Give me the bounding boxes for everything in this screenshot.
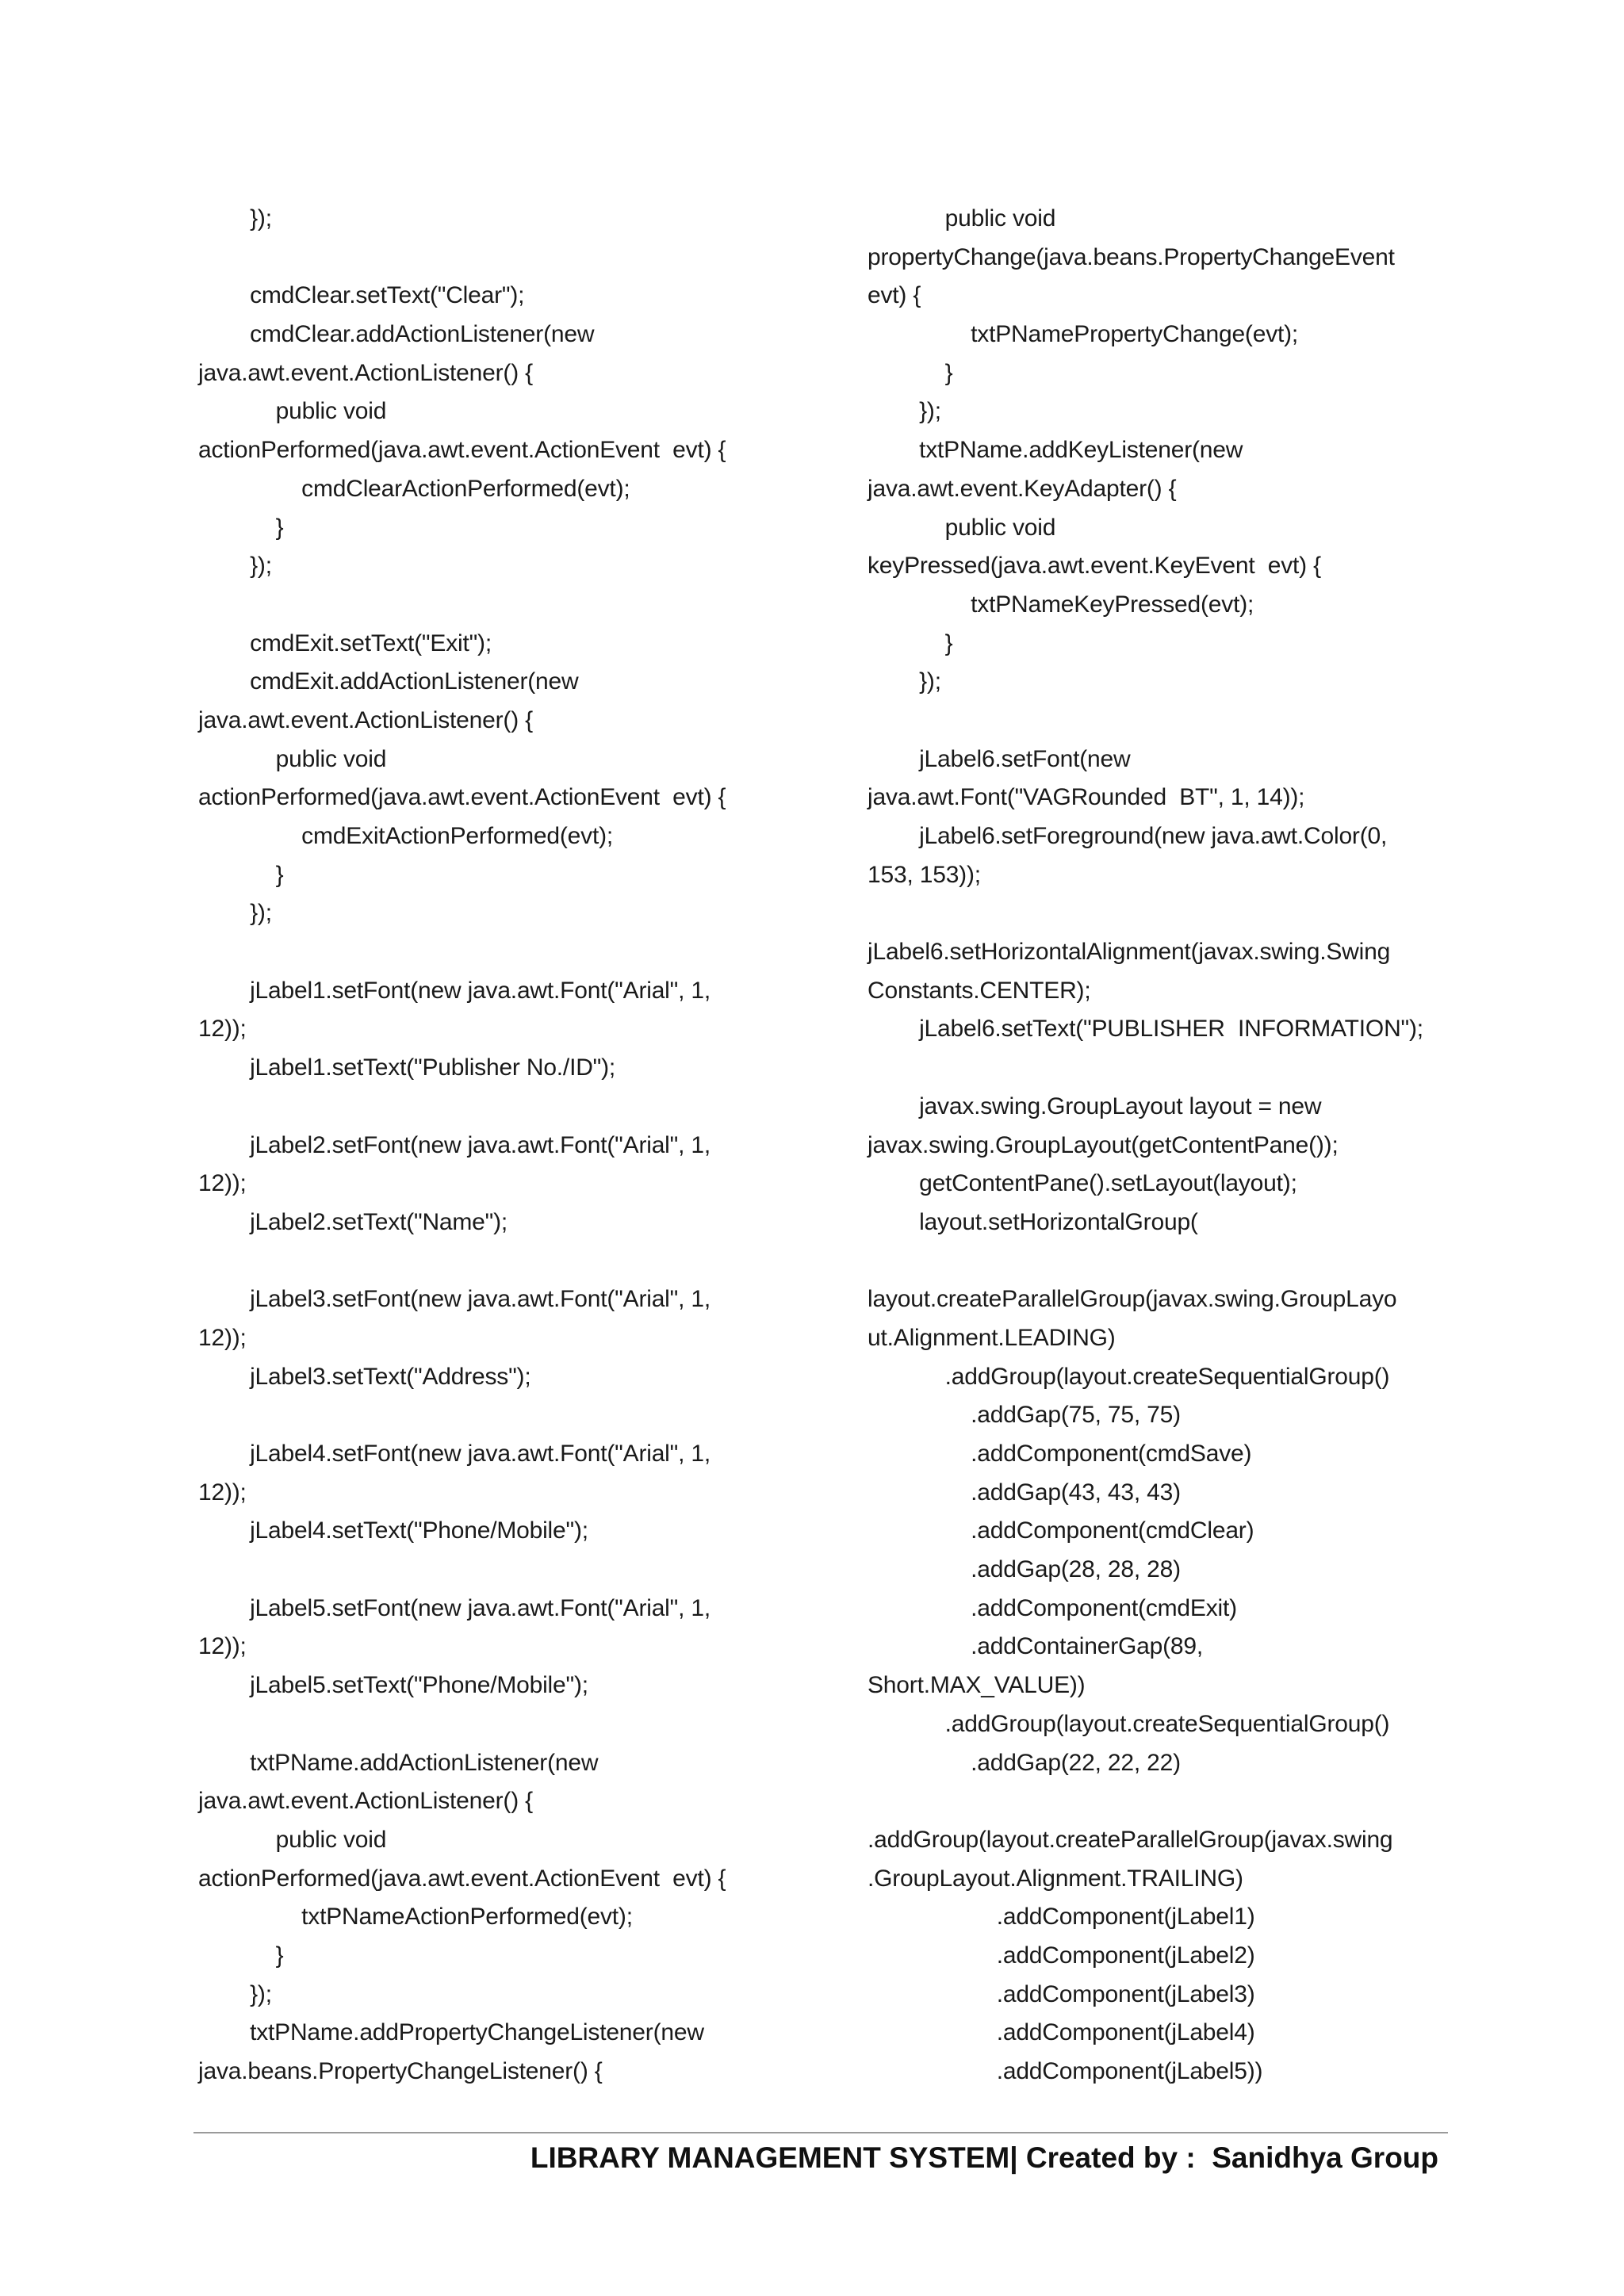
code-line: cmdClear.setText("Clear"); bbox=[198, 282, 525, 309]
code-line: }); bbox=[868, 668, 941, 695]
code-line: javax.swing.GroupLayout layout = new bbox=[868, 1093, 1322, 1119]
code-line: jLabel5.setFont(new java.awt.Font("Arial", 1, bbox=[198, 1594, 710, 1621]
code-line: jLabel6.setFont(new bbox=[868, 745, 1131, 772]
code-line bbox=[868, 702, 1446, 740]
code-line: jLabel5.setText("Phone/Mobile"); bbox=[198, 1672, 588, 1699]
code-line bbox=[198, 1551, 785, 1590]
code-line: Constants.CENTER); bbox=[868, 977, 1091, 1004]
code-line: java.awt.event.ActionListener() { bbox=[198, 706, 533, 733]
code-line bbox=[198, 1705, 785, 1744]
code-line bbox=[198, 1396, 785, 1435]
code-line: keyPressed(java.awt.event.KeyEvent evt) { bbox=[868, 553, 1321, 580]
code-line: public void bbox=[198, 398, 387, 425]
code-line: public void bbox=[198, 745, 387, 772]
code-line bbox=[868, 1049, 1446, 1088]
code-line: 153, 153)); bbox=[868, 861, 981, 888]
code-line: .addGap(28, 28, 28) bbox=[868, 1556, 1181, 1583]
code-line: jLabel4.setFont(new java.awt.Font("Arial", 1, bbox=[198, 1441, 710, 1467]
code-line: .GroupLayout.Alignment.TRAILING) bbox=[868, 1865, 1243, 1892]
code-line: .addGap(75, 75, 75) bbox=[868, 1402, 1181, 1429]
code-line: txtPNameActionPerformed(evt); bbox=[198, 1904, 633, 1931]
code-line: jLabel3.setFont(new java.awt.Font("Arial", 1, bbox=[198, 1286, 710, 1313]
code-line: }); bbox=[198, 900, 272, 927]
code-line: }); bbox=[198, 553, 272, 580]
code-line: actionPerformed(java.awt.event.ActionEvent evt) { bbox=[198, 437, 726, 464]
code-line bbox=[198, 1088, 785, 1127]
code-line: java.awt.event.KeyAdapter() { bbox=[868, 475, 1177, 502]
code-line: txtPName.addPropertyChangeListener(new bbox=[198, 2019, 704, 2046]
code-line: .addGroup(layout.createParallelGroup(javax.swing bbox=[868, 1826, 1393, 1853]
code-line: .addComponent(cmdClear) bbox=[868, 1517, 1254, 1544]
code-line: java.beans.PropertyChangeListener() { bbox=[198, 2058, 603, 2084]
code-line: propertyChange(java.beans.PropertyChangeEvent bbox=[868, 243, 1395, 270]
code-line: cmdClear.addActionListener(new bbox=[198, 321, 595, 348]
code-line bbox=[868, 1782, 1446, 1821]
code-line: jLabel6.setHorizontalAlignment(javax.swing.Swing bbox=[868, 939, 1391, 966]
code-line: .addComponent(cmdSave) bbox=[868, 1441, 1252, 1467]
code-line: txtPName.addActionListener(new bbox=[198, 1749, 599, 1776]
code-line: 12)); bbox=[198, 1633, 247, 1660]
code-line: } bbox=[198, 514, 284, 541]
code-line bbox=[868, 894, 1446, 933]
code-line bbox=[868, 1242, 1446, 1281]
code-line: java.awt.event.ActionListener() { bbox=[198, 1788, 533, 1815]
code-column-right bbox=[868, 200, 1446, 2091]
code-line: java.awt.Font("VAGRounded BT", 1, 14)); bbox=[868, 784, 1305, 811]
code-line: jLabel6.setText("PUBLISHER INFORMATION"); bbox=[868, 1016, 1423, 1043]
code-line: .addComponent(jLabel1) bbox=[868, 1904, 1255, 1931]
code-line: cmdExitActionPerformed(evt); bbox=[198, 823, 614, 849]
code-line: actionPerformed(java.awt.event.ActionEvent evt) { bbox=[198, 784, 726, 811]
code-line: public void bbox=[198, 1826, 387, 1853]
code-line: evt) { bbox=[868, 282, 921, 309]
code-line: 12)); bbox=[198, 1016, 247, 1043]
code-line: txtPName.addKeyListener(new bbox=[868, 437, 1243, 464]
code-line: } bbox=[198, 861, 284, 888]
footer-title: LIBRARY MANAGEMENT SYSTEM| Created by : Sanidhya Group bbox=[530, 2141, 1438, 2174]
code-line: }); bbox=[198, 1980, 272, 2007]
code-line bbox=[198, 239, 785, 277]
code-line: } bbox=[198, 1942, 284, 1969]
code-line: layout.createParallelGroup(javax.swing.GroupLayo bbox=[868, 1286, 1397, 1313]
code-line: cmdExit.addActionListener(new bbox=[198, 668, 579, 695]
code-line: .addComponent(jLabel5)) bbox=[868, 2058, 1263, 2084]
code-line: ut.Alignment.LEADING) bbox=[868, 1324, 1116, 1351]
code-line: java.awt.event.ActionListener() { bbox=[198, 359, 533, 386]
code-line: jLabel4.setText("Phone/Mobile"); bbox=[198, 1517, 588, 1544]
code-line: jLabel2.setFont(new java.awt.Font("Arial", 1, bbox=[198, 1131, 710, 1158]
code-line bbox=[198, 1242, 785, 1281]
code-line bbox=[198, 586, 785, 625]
code-line: .addContainerGap(89, bbox=[868, 1633, 1204, 1660]
code-line: public void bbox=[868, 514, 1056, 541]
code-line: javax.swing.GroupLayout(getContentPane()); bbox=[868, 1131, 1339, 1158]
code-line: txtPNameKeyPressed(evt); bbox=[868, 591, 1254, 618]
code-line: layout.setHorizontalGroup( bbox=[868, 1208, 1198, 1235]
code-line: jLabel1.setFont(new java.awt.Font("Arial", 1, bbox=[198, 977, 710, 1004]
code-line bbox=[198, 933, 785, 972]
code-line: } bbox=[868, 629, 953, 656]
code-line: jLabel1.setText("Publisher No./ID"); bbox=[198, 1054, 616, 1081]
code-line: cmdClearActionPerformed(evt); bbox=[198, 475, 630, 502]
code-line: jLabel6.setForeground(new java.awt.Color(0, bbox=[868, 823, 1388, 849]
code-line: .addComponent(jLabel3) bbox=[868, 1980, 1255, 2007]
code-line: .addComponent(jLabel4) bbox=[868, 2019, 1255, 2046]
code-line: .addGap(22, 22, 22) bbox=[868, 1749, 1181, 1776]
code-line: }); bbox=[868, 398, 941, 425]
code-line: public void bbox=[868, 205, 1056, 232]
code-line: .addComponent(jLabel2) bbox=[868, 1942, 1255, 1969]
code-line: getContentPane().setLayout(layout); bbox=[868, 1170, 1297, 1197]
code-line: } bbox=[868, 359, 953, 386]
code-line: 12)); bbox=[198, 1170, 247, 1197]
code-line: jLabel2.setText("Name"); bbox=[198, 1208, 508, 1235]
code-line: .addGap(43, 43, 43) bbox=[868, 1479, 1181, 1506]
code-line: 12)); bbox=[198, 1324, 247, 1351]
code-line: txtPNamePropertyChange(evt); bbox=[868, 321, 1299, 348]
code-line: }); bbox=[198, 205, 272, 232]
code-column-left bbox=[198, 200, 785, 2091]
code-line: .addGroup(layout.createSequentialGroup() bbox=[868, 1710, 1390, 1737]
code-line: Short.MAX_VALUE)) bbox=[868, 1672, 1086, 1699]
footer-divider bbox=[193, 2132, 1448, 2133]
code-line: .addGroup(layout.createSequentialGroup() bbox=[868, 1363, 1390, 1390]
code-line: 12)); bbox=[198, 1479, 247, 1506]
code-line: jLabel3.setText("Address"); bbox=[198, 1363, 531, 1390]
code-line: .addComponent(cmdExit) bbox=[868, 1594, 1237, 1621]
code-line: actionPerformed(java.awt.event.ActionEvent evt) { bbox=[198, 1865, 726, 1892]
code-line: cmdExit.setText("Exit"); bbox=[198, 629, 492, 656]
